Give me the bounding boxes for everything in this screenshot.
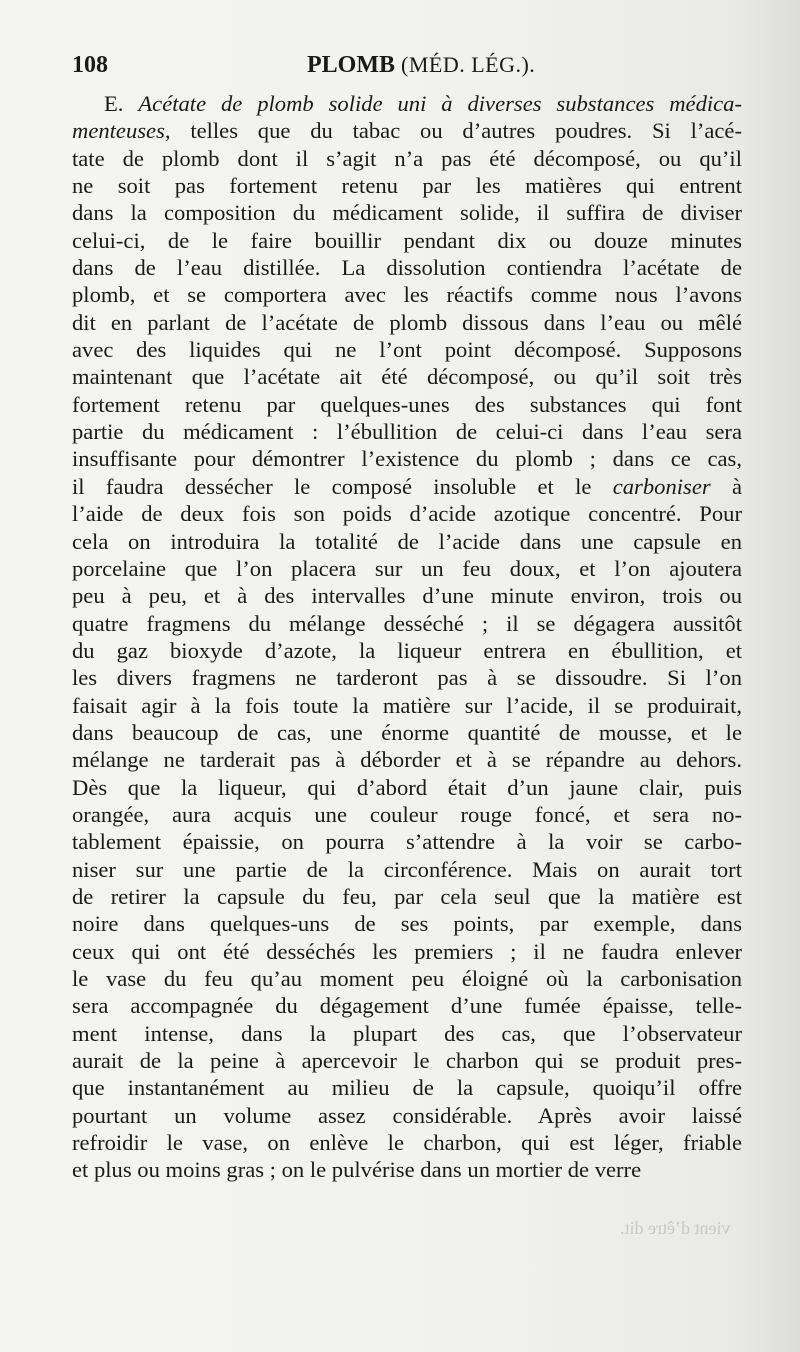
- running-header: [72, 52, 742, 88]
- text-line: il faudra dessécher le composé insoluble et le carboniser à: [72, 473, 742, 499]
- text-line: avec des liquides qui ne l’ont point décomposé. Supposons: [72, 337, 742, 363]
- text-line: menteuses, telles que du tabac ou d’autres poudres. Si l’acé-: [72, 118, 742, 144]
- text-line: mélange ne tarderait pas à déborder et à se répandre au dehors.: [72, 747, 742, 773]
- text-line: faisait agir à la fois toute la matière sur l’acide, il se produirait,: [72, 692, 742, 718]
- text-line: partie du médicament : l’ébullition de celui-ci dans l’eau sera: [72, 419, 742, 445]
- text-line: dans beaucoup de cas, une énorme quantité de mousse, et le: [72, 719, 742, 745]
- text-line: dans de l’eau distillée. La dissolution contiendra l’acétate de: [72, 255, 742, 281]
- text-line: peu à peu, et à des intervalles d’une minute environ, trois ou: [72, 583, 742, 609]
- text-line: de retirer la capsule du feu, par cela seul que la matière est: [72, 883, 742, 909]
- text-line: ceux qui ont été desséchés les premiers ; il ne faudra enlever: [72, 938, 742, 964]
- text-line: insuffisante pour démontrer l’existence du plomb ; dans ce cas,: [72, 446, 742, 472]
- text-line: et plus ou moins gras ; on le pulvérise dans un mortier de verre: [72, 1157, 642, 1183]
- page-number: 108: [72, 52, 108, 78]
- text-line: dans la composition du médicament solide, il suffira de diviser: [72, 200, 742, 226]
- text-line: [72, 90, 742, 117]
- paragraph-label: E.: [104, 91, 124, 116]
- text-line: cela on introduira la totalité de l’acide dans une capsule en: [72, 528, 742, 554]
- text-line: dit en parlant de l’acétate de plomb dissous dans l’eau ou mêlé: [72, 309, 742, 335]
- text-line: tablement épaissie, on pourra s’attendre à la voir se carbo-: [72, 829, 742, 855]
- italic-word: carboniser: [612, 473, 711, 499]
- text-line: orangée, aura acquis une couleur rouge foncé, et sera no-: [72, 801, 742, 827]
- running-title-main: PLOMB: [307, 52, 395, 78]
- text-line: le vase du feu qu’au moment peu éloigné où la carbonisation: [72, 966, 742, 991]
- italic-heading: Acétate de plomb solide uni à diverses substances médica-: [138, 91, 742, 116]
- running-title-qualifier: (MÉD. LÉG.).: [401, 52, 536, 77]
- running-title: [307, 52, 535, 79]
- text-line: refroidir le vase, on enlève le charbon, qui est léger, friable: [72, 1130, 742, 1156]
- text-line: aurait de la peine à apercevoir le charbon qui se produit pres-: [72, 1048, 742, 1074]
- text-line: l’aide de deux fois son poids d’acide azotique concentré. Pour: [72, 501, 742, 527]
- text-line: niser sur une partie de la circonférence. Mais on aurait tort: [72, 856, 742, 882]
- bleed-through-text: vient d’être dit.: [619, 1218, 730, 1238]
- text-line: fortement retenu par quelques-unes des substances qui font: [72, 391, 742, 417]
- text-line: ment intense, dans la plupart des cas, que l’observateur: [72, 1020, 742, 1046]
- text-line: maintenant que l’acétate ait été décomposé, ou qu’il soit très: [72, 364, 742, 390]
- text-line: tate de plomb dont il s’agit n’a pas été décomposé, ou qu’il: [72, 145, 742, 171]
- text-line: ne soit pas fortement retenu par les matières qui entrent: [72, 173, 742, 199]
- text-line: du gaz bioxyde d’azote, la liqueur entrera en ébullition, et: [72, 637, 742, 663]
- paragraph-e: [72, 90, 742, 1184]
- text-line: porcelaine que l’on placera sur un feu doux, et l’on ajoutera: [72, 555, 742, 581]
- text-line: plomb, et se comportera avec les réactifs comme nous l’avons: [72, 282, 742, 308]
- italic-heading: menteuses,: [72, 118, 171, 144]
- text-line: quatre fragmens du mélange desséché ; il se dégagera aussitôt: [72, 610, 742, 636]
- text-line: noire dans quelques-uns de ses points, par exemple, dans: [72, 911, 742, 937]
- text-line: Dès que la liqueur, qui d’abord était d’un jaune clair, puis: [72, 774, 742, 800]
- text-line: les divers fragmens ne tarderont pas à se dissoudre. Si l’on: [72, 665, 742, 691]
- text-line: que instantanément au milieu de la capsule, quoiqu’il offre: [72, 1075, 742, 1101]
- text-line: celui-ci, de le faire bouillir pendant dix ou douze minutes: [72, 227, 742, 253]
- text-line: sera accompagnée du dégagement d’une fumée épaisse, telle-: [72, 993, 742, 1019]
- text-line: pourtant un volume assez considérable. Après avoir laissé: [72, 1102, 742, 1128]
